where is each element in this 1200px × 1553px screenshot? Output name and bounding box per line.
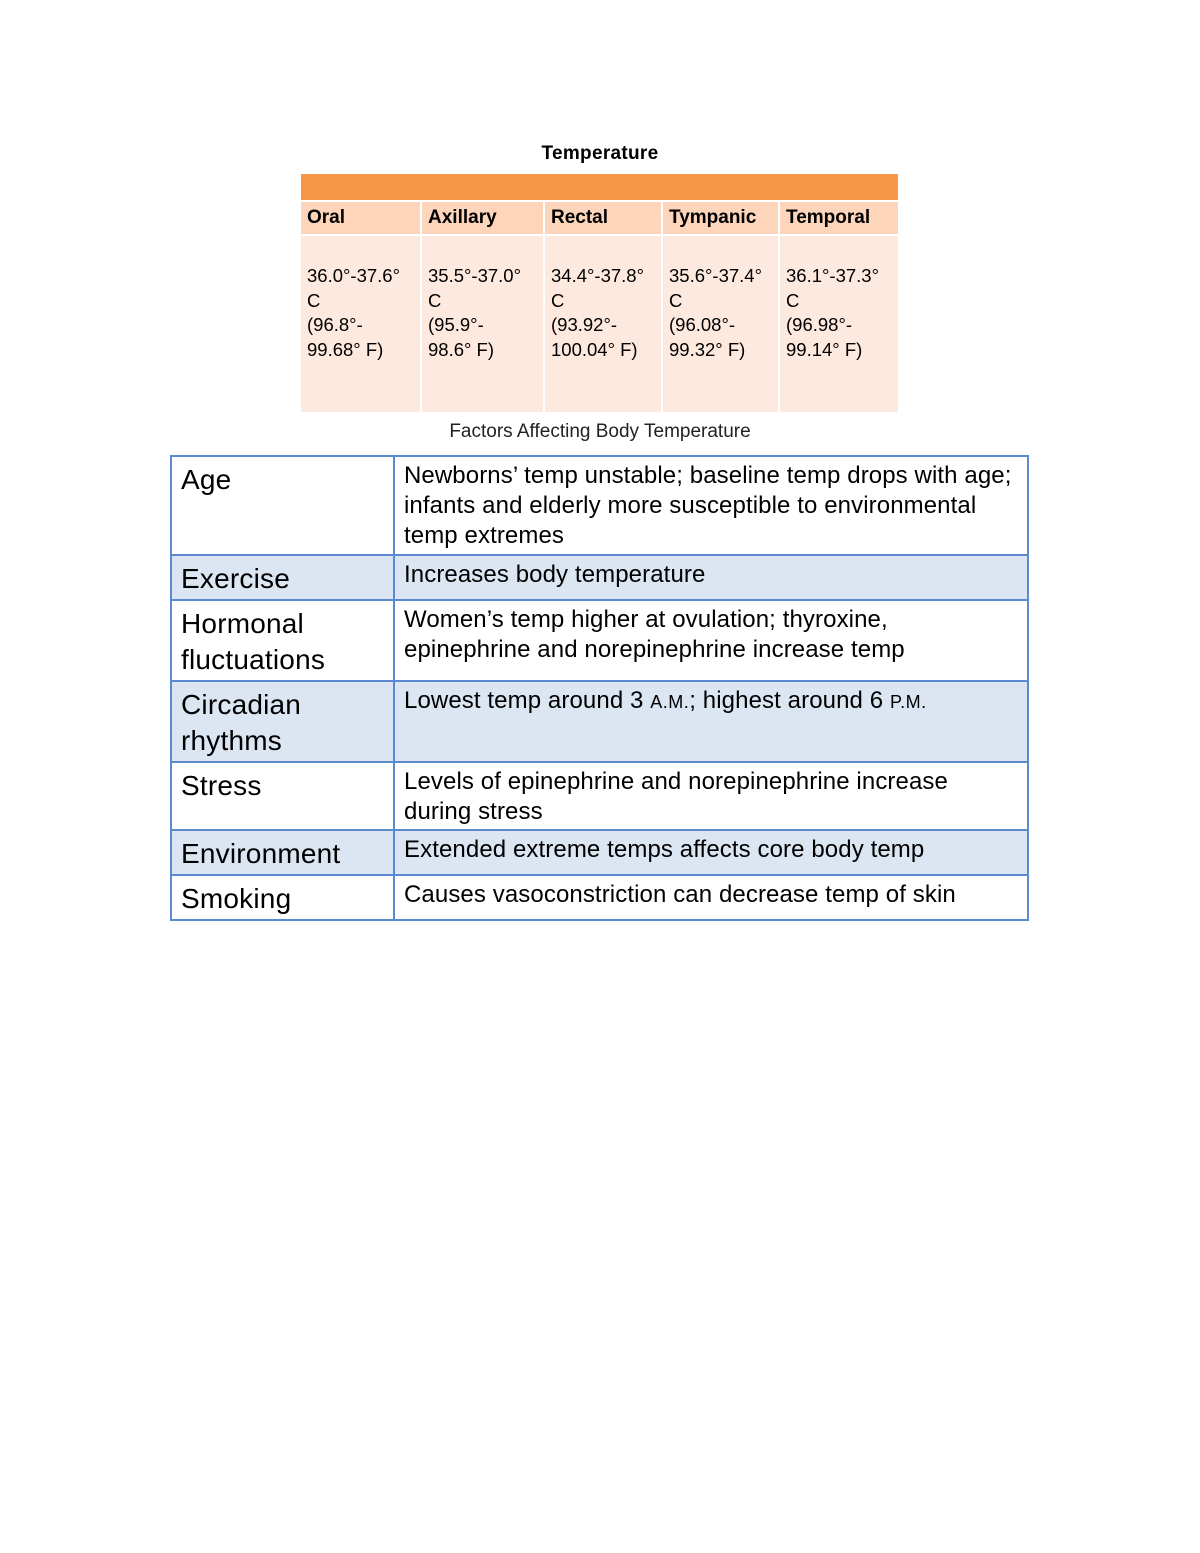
factor-row-circadian xyxy=(171,681,1028,762)
header-oral: Oral xyxy=(307,207,346,228)
header-tympanic: Tympanic xyxy=(661,202,778,234)
factor-effect: Causes vasoconstriction can decrease temp of skin xyxy=(394,875,1028,920)
factor-name: Circadian rhythms xyxy=(171,681,394,762)
factor-effect: Increases body temperature xyxy=(394,555,1028,600)
factor-row-hormonal xyxy=(171,600,1028,681)
header-rectal: Rectal xyxy=(543,202,661,234)
factor-effect: Newborns’ temp unstable; baseline temp drops with age; infants and elderly more susceptible to environmental temp extremes xyxy=(394,456,1028,555)
factors-title: Factors Affecting Body Temperature xyxy=(449,421,751,442)
effect-pm-abbrev: P.M. xyxy=(889,692,927,712)
factor-name: Stress xyxy=(171,762,394,830)
range-oral: 36.0°-37.6° C (96.8°- 99.68° F) xyxy=(307,265,400,360)
header-axillary: Axillary xyxy=(420,202,543,234)
factor-effect: Women’s temp higher at ovulation; thyroxine, epinephrine and norepinephrine increase temp xyxy=(394,600,1028,681)
factor-name: Exercise xyxy=(171,555,394,600)
range-tympanic: 35.6°-37.4° C (96.08°- 99.32° F) xyxy=(661,236,778,412)
factor-row-environment xyxy=(171,830,1028,875)
range-temporal: 36.1°-37.3° C (96.98°- 99.14° F) xyxy=(778,236,898,412)
temperature-table xyxy=(301,174,898,412)
range-axillary: 35.5°-37.0° C (95.9°- 98.6° F) xyxy=(420,236,543,412)
temperature-table-band xyxy=(301,174,898,200)
factor-name: Smoking xyxy=(171,875,394,920)
temperature-header-row xyxy=(301,200,898,234)
factor-effect: Levels of epinephrine and norepinephrine increase during stress xyxy=(394,762,1028,830)
factor-effect: Extended extreme temps affects core body temp xyxy=(394,830,1028,875)
effect-text-middle: ; highest around 6 xyxy=(689,687,890,714)
header-temporal: Temporal xyxy=(778,202,898,234)
factors-table xyxy=(170,455,1029,921)
range-rectal: 34.4°-37.8° C (93.92°- 100.04° F) xyxy=(543,236,661,412)
factor-row-age xyxy=(171,456,1028,555)
factor-effect xyxy=(394,681,1028,762)
factor-row-exercise xyxy=(171,555,1028,600)
factor-name: Age xyxy=(171,456,394,555)
temperature-values-row xyxy=(301,234,898,412)
temperature-title: Temperature xyxy=(541,143,659,164)
factor-row-stress xyxy=(171,762,1028,830)
effect-text-start: Lowest temp around 3 xyxy=(404,687,651,714)
factor-row-smoking xyxy=(171,875,1028,920)
factor-name: Environment xyxy=(171,830,394,875)
factor-name: Hormonal fluctuations xyxy=(171,600,394,681)
effect-am-abbrev: A.M. xyxy=(650,692,690,712)
